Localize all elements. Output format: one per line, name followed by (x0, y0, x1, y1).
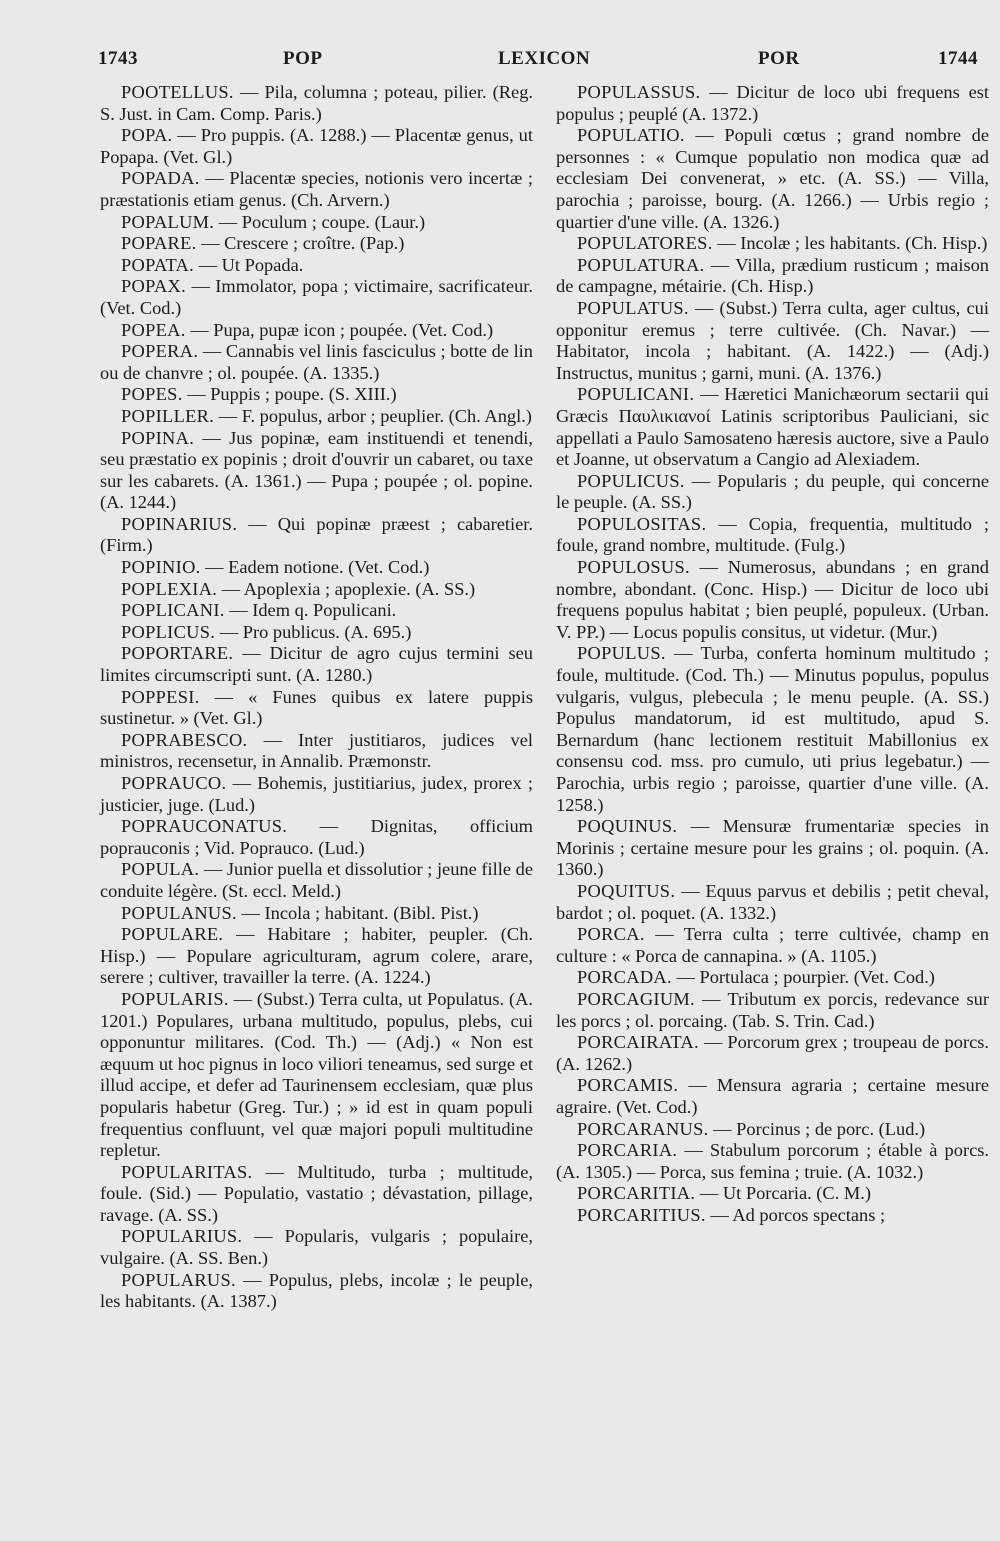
entry-headword: POPULASSUS. (577, 82, 701, 102)
dictionary-entry (100, 859, 533, 902)
entry-headword: POOTELLUS. (121, 82, 234, 102)
entry-definition: — Equus parvus et debilis ; petit cheval, bardot ; ol. poquet. (A. 1332.) (556, 880, 989, 923)
dictionary-entry (100, 989, 533, 1162)
dictionary-entry (556, 298, 989, 384)
dictionary-entry (100, 255, 533, 277)
dictionary-entry (100, 622, 533, 644)
entry-definition: — Pupa, pupæ icon ; poupée. (Vet. Cod.) (185, 319, 494, 340)
entry-headword: POPULUS. (577, 643, 666, 664)
entry-definition: — (Subst.) Terra culta, ager cultus, cui opponitur eremus ; terre cultivée. (Ch. Navar.) — Habitator, incola ; habitant. (A. 1422.) — (Adj.) Instructus, munitus ; garni, muni. (A. 1376.) (556, 297, 989, 383)
guide-word-left: POP (283, 48, 323, 69)
dictionary-entry (556, 1119, 989, 1141)
entry-headword: POPINARIUS. (121, 513, 238, 534)
entry-definition: — Qui popinæ præest ; cabaretier. (Firm.) (100, 513, 533, 556)
dictionary-entry (100, 1226, 533, 1269)
entry-headword: POPULATURA. (577, 254, 705, 275)
entry-headword: POPRABESCO. (121, 729, 248, 750)
entry-headword: PORCARANUS. (577, 1118, 709, 1139)
entry-headword: POPRAUCONATUS. (121, 816, 288, 837)
entry-headword: PORCAIRATA. (577, 1032, 699, 1053)
entry-headword: POPEA. (121, 319, 186, 340)
entry-definition: — Incolæ ; les habitants. (Ch. Hisp.) (712, 233, 988, 254)
entry-definition: — Habitare ; habiter, peupler. (Ch. Hisp.) — Populare agriculturam, agrum colere, arare, serere ; cultiver, travailler la terre. (A. 1224.) (100, 924, 533, 988)
entry-headword: POPATA. (121, 254, 195, 275)
entry-headword: POPRAUCO. (121, 773, 227, 793)
dictionary-entry (100, 924, 533, 989)
entry-headword: PORCA. (577, 924, 645, 945)
guide-word-right: POR (758, 48, 800, 69)
entry-definition: — Junior puella et dissolutior ; jeune fille de conduite légère. (St. eccl. Meld.) (100, 859, 533, 901)
entry-definition: — Ad porcos spectans ; (705, 1204, 886, 1225)
entry-definition: — Tributum ex porcis, redevance sur les porcs ; ol. porcaing. (Tab. S. Trin. Cad.) (556, 988, 989, 1031)
dictionary-entry (556, 967, 989, 989)
dictionary-entry (100, 82, 533, 125)
dictionary-entry (100, 730, 533, 773)
entry-definition: — Numerosus, abundans ; en grand nombre, abondant. (Conc. Hisp.) — Dicitur de loco ubi frequens populus habitat ; bien peuplé, populeux. (Urban. V. PP.) — Locus populis consitus, ut videtur. (Mur.) (556, 557, 989, 642)
entry-definition: — Multitudo, turba ; multitude, foule. (Sid.) — Populatio, vastatio ; dévastation, pillage, ravage. (A. SS.) (100, 1161, 533, 1225)
entry-headword: POPES. (121, 384, 183, 405)
entry-headword: POPULARITAS. (121, 1161, 253, 1182)
entry-definition: — Populi cœtus ; grand nombre de personnes : « Cumque populatio non modica quæ ad ecclesiam Dei convenerat, » etc. (A. SS.) — Villa, parochia ; paroisse, bourg. (A. 1266.) — Urbis regio ; quartier d'une ville. (A. 1326.) (556, 125, 989, 232)
dictionary-entry (556, 1140, 989, 1183)
dictionary-entry (556, 1205, 989, 1227)
entry-definition: — Poculum ; coupe. (Laur.) (214, 211, 426, 232)
entry-headword: POQUITUS. (577, 880, 676, 901)
entry-headword: POPULATIO. (577, 125, 685, 146)
header-title: LEXICON (498, 48, 591, 69)
dictionary-entry (100, 687, 533, 730)
entry-headword: POPALUM. (121, 211, 215, 232)
dictionary-entry (556, 881, 989, 924)
dictionary-entry (100, 1270, 533, 1313)
entry-headword: POPA. (121, 125, 173, 146)
entry-definition: — Bohemis, justitiarius, judex, prorex ; justicier, juge. (Lud.) (100, 773, 533, 815)
dictionary-entry (556, 1183, 989, 1205)
entry-headword: POPERA. (121, 341, 199, 362)
entry-headword: POPARE. (121, 233, 197, 254)
entry-definition: — Puppis ; poupe. (S. XIII.) (182, 384, 397, 405)
entry-headword: PORCARITIUS. (577, 1204, 706, 1225)
entry-definition: — Cannabis vel linis fasciculus ; botte de lin ou de chanvre ; ol. poupée. (A. 1335.) (100, 341, 533, 383)
entry-definition: — Placentæ species, notionis vero incertæ ; præstationis etiam genus. (Ch. Arvern.) (100, 168, 533, 210)
entry-headword: POPINA. (121, 427, 195, 448)
entry-headword: POPULARIS. (121, 988, 229, 1009)
entry-definition: — Portulaca ; pourpier. (Vet. Cod.) (671, 967, 935, 988)
entry-definition: — Turba, conferta hominum multitudo ; foule, multitude. (Cod. Th.) — Minutus populus, populus vulgaris, vulgus, plebecula ; le menu peuple. (A. SS.) Populus mandatorum, id est multitudo, apud S. Bernardum (hanc lectionem restituit Mabillonius ex consensu cod. mss. pro cumulo, uti prius legebatur.) — Parochia, urbis regio ; paroisse, quartier d'une ville. (A. 1258.) (556, 643, 989, 815)
entry-definition: — Crescere ; croître. (Pap.) (196, 233, 405, 254)
dictionary-entry (100, 557, 533, 579)
entry-definition: — Hæretici Manichæorum sectarii qui Græcis Παυλικιανοί Latinis scriptoribus Pauliciani, sic appellati a Paulo Samosateno hæresis auctore, sive a Paulo et Joanne, ut observatum a Cangio ad Alexiadem. (556, 384, 989, 470)
entry-definition: — F. populus, arbor ; peuplier. (Ch. Angl.) (214, 405, 532, 426)
entry-headword: POPULATORES. (577, 233, 713, 254)
entry-definition: — Dicitur de loco ubi frequens est populus ; peuplé (A. 1372.) (556, 82, 989, 124)
entry-headword: POPLICANI. (121, 600, 225, 621)
entry-headword: PORCADA. (577, 967, 672, 988)
entry-definition: — Dicitur de agro cujus termini seu limites circumscripti sunt. (A. 1280.) (100, 643, 533, 686)
entry-headword: POPULOSUS. (577, 557, 690, 578)
entry-definition: — Incola ; habitant. (Bibl. Pist.) (236, 902, 479, 923)
entry-definition: — Terra culta ; terre cultivée, champ en culture : « Porca de cannapina. » (A. 1105.) (556, 924, 989, 966)
dictionary-entry (100, 320, 533, 342)
entry-headword: POPULA. (121, 859, 200, 880)
dictionary-entry (100, 168, 533, 211)
entry-definition: — Porcinus ; de porc. (Lud.) (708, 1118, 926, 1139)
dictionary-entry (556, 255, 989, 298)
dictionary-entry (100, 903, 533, 925)
entry-definition: — « Funes quibus ex latere puppis sustinetur. » (Vet. Gl.) (100, 686, 533, 729)
dictionary-entry (100, 233, 533, 255)
dictionary-entry (100, 212, 533, 234)
dictionary-entry (100, 643, 533, 686)
dictionary-entry (100, 125, 533, 168)
entry-definition: — Porcorum grex ; troupeau de porcs. (A. 1262.) (556, 1032, 989, 1074)
entry-definition: — Pila, columna ; poteau, pilier. (Reg. S. Just. in Cam. Comp. Paris.) (100, 82, 533, 124)
entry-headword: POPINIO. (121, 557, 201, 578)
dictionary-entry (556, 384, 989, 470)
entry-headword: PORCARITIA. (577, 1183, 696, 1204)
dictionary-entry (100, 341, 533, 384)
entry-headword: POPPESI. (121, 686, 200, 707)
entry-definition: — Popularis ; du peuple, qui concerne le peuple. (A. SS.) (556, 470, 989, 513)
entry-headword: POPLEXIA. (121, 578, 218, 599)
entry-definition: — Stabulum porcorum ; étable à porcs. (A. 1305.) — Porca, sus femina ; truie. (A. 1032.) (556, 1140, 989, 1182)
dictionary-entry (100, 276, 533, 319)
dictionary-entry (556, 514, 989, 557)
dictionary-entry (100, 600, 533, 622)
entry-headword: POPAX. (121, 276, 187, 297)
running-header (98, 48, 978, 78)
dictionary-entry (556, 233, 989, 255)
dictionary-entry (556, 1032, 989, 1075)
dictionary-entry (556, 816, 989, 881)
entry-definition: — (Subst.) Terra culta, ut Populatus. (A. 1201.) Populares, urbana multitudo, populus, plebs, cui opponuntur militares. (Cod. Th.) — (Adj.) « Non est æquum ut hoc pignus in loco viliori teneamus, sed surge et illud accipe, et defer ad Taurinensem ecclesiam, quæ plus popularis habetur (Greg. Tur.) ; » id est in quam populi frequentius confluunt, vel quæ majori populi multitudine repletur. (100, 988, 533, 1161)
dictionary-entry (100, 514, 533, 557)
entry-definition: — Dignitas, officium poprauconis ; Vid. Poprauco. (Lud.) (100, 816, 533, 858)
entry-headword: POPULARUS. (121, 1269, 236, 1290)
entry-definition: — Pro publicus. (A. 695.) (215, 621, 412, 642)
entry-headword: POPULOSITAS. (577, 513, 707, 534)
left-column (100, 82, 533, 1313)
dictionary-entry (556, 471, 989, 514)
entry-definition: — Mensuræ frumentariæ species in Morinis ; certaine mesure pour les grains ; ol. poquin. (A. 1360.) (556, 816, 989, 880)
dictionary-entry (100, 428, 533, 514)
entry-headword: POPADA. (121, 168, 200, 189)
page-number-right: 1744 (938, 48, 978, 69)
entry-definition: — Villa, prædium rusticum ; maison de campagne, métairie. (Ch. Hisp.) (556, 254, 989, 297)
page-number-left: 1743 (98, 48, 138, 69)
entry-definition: — Immolator, popa ; victimaire, sacrificateur. (Vet. Cod.) (100, 276, 533, 318)
entry-definition: — Popularis, vulgaris ; populaire, vulgaire. (A. SS. Ben.) (100, 1226, 533, 1269)
entry-headword: POPORTARE. (121, 643, 234, 664)
dictionary-entry (556, 1075, 989, 1118)
entry-headword: POPULARE. (121, 924, 224, 945)
entry-definition: — Eadem notione. (Vet. Cod.) (200, 557, 430, 578)
entry-definition: — Copia, frequentia, multitudo ; foule, grand nombre, multitude. (Fulg.) (556, 513, 989, 556)
dictionary-entry (556, 989, 989, 1032)
dictionary-entry (100, 384, 533, 406)
entry-headword: POPULATUS. (577, 297, 689, 318)
dictionary-entry (100, 773, 533, 816)
dictionary-entry (556, 125, 989, 233)
entry-definition: — Apoplexia ; apoplexie. (A. SS.) (217, 578, 476, 599)
dictionary-entry (556, 557, 989, 643)
entry-definition: — Inter justitiaros, judices vel ministros, recensetur, in Annalib. Præmonstr. (100, 729, 533, 772)
dictionary-entry (100, 406, 533, 428)
dictionary-entry (100, 816, 533, 859)
entry-definition: — Pro puppis. (A. 1288.) — Placentæ genus, ut Popapa. (Vet. Gl.) (100, 125, 533, 167)
dictionary-entry (100, 579, 533, 601)
dictionary-entry (556, 643, 989, 816)
entry-headword: PORCARIA. (577, 1140, 678, 1161)
entry-definition: — Jus popinæ, eam instituendi et tenendi, seu præstatio ex popinis ; droit d'ouvrir un cabaret, ou taxe sur les cabarets. (A. 1361.) — Pupa ; poupée ; ol. popine. (A. 1244.) (100, 427, 533, 513)
entry-definition: — Ut Porcaria. (C. M.) (695, 1183, 871, 1204)
entry-headword: POQUINUS. (577, 816, 678, 837)
entry-headword: POPLICUS. (121, 621, 216, 642)
entry-headword: POPILLER. (121, 405, 215, 426)
entry-definition: — Populus, plebs, incolæ ; le peuple, les habitants. (A. 1387.) (100, 1269, 533, 1312)
entry-definition: — Idem q. Populicani. (224, 600, 397, 621)
dictionary-entry (100, 1162, 533, 1227)
right-column (556, 82, 989, 1226)
entry-definition: — Mensura agraria ; certaine mesure agraire. (Vet. Cod.) (556, 1075, 989, 1117)
dictionary-entry (556, 924, 989, 967)
entry-headword: POPULANUS. (121, 902, 237, 923)
entry-headword: PORCAGIUM. (577, 988, 695, 1009)
entry-definition: — Ut Popada. (194, 254, 304, 275)
entry-headword: POPULICUS. (577, 470, 685, 491)
dictionary-entry (556, 82, 989, 125)
entry-headword: PORCAMIS. (577, 1075, 679, 1096)
entry-headword: POPULARIUS. (121, 1226, 243, 1247)
entry-headword: POPULICANI. (577, 384, 695, 405)
